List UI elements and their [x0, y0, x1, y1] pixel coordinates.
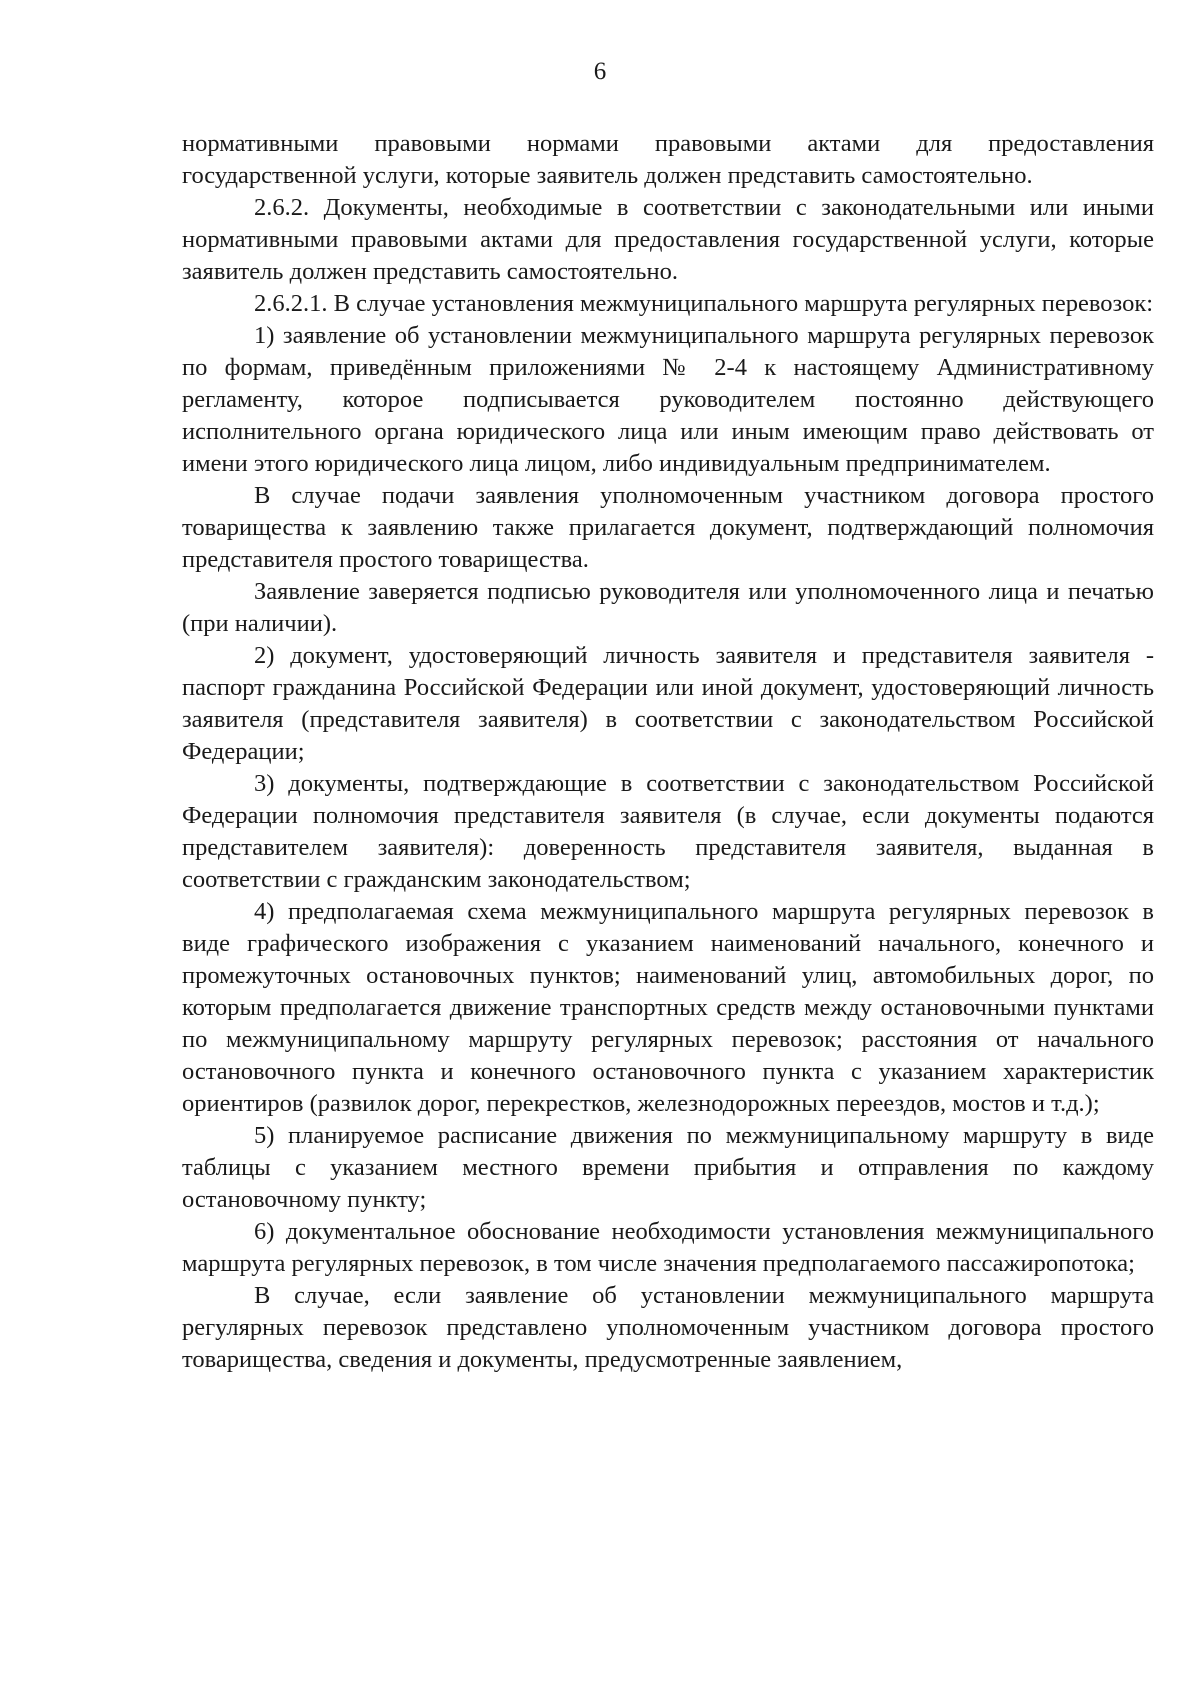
paragraph-partnership: В случае подачи заявления уполномоченным участником договора простого товарищества к заявлению также прилагается документ, подтверждающий полномочия представителя простого товарищества. — [182, 482, 1154, 573]
list-item-6: 6) документальное обоснование необходимости установления межмуниципального маршрута регулярных перевозок, в том числе значения предполагаемого пассажиропотока; — [182, 1218, 1154, 1277]
list-item-3: 3) документы, подтверждающие в соответствии с законодательством Российской Федерации полномочия представителя заявителя (в случае, если документы подаются представителем заявителя): доверенность представителя заявителя, выданная в соответствии с гражданским законодательством; — [182, 770, 1154, 893]
list-item-5: 5) планируемое расписание движения по межмуниципальному маршруту в виде таблицы с указанием местного времени прибытия и отправления по каждому остановочному пункту; — [182, 1122, 1154, 1213]
paragraph-signature: Заявление заверяется подписью руководителя или уполномоченного лица и печатью (при наличии). — [182, 578, 1154, 637]
list-item-4: 4) предполагаемая схема межмуниципального маршрута регулярных перевозок в виде графического изображения с указанием наименований начального, конечного и промежуточных остановочных пунктов; наименований улиц, автомобильных дорог, по которым предполагается движение транспортных средств между остановочными пунктами по межмуниципальному маршруту регулярных перевозок; расстояния от начального остановочного пункта и конечного остановочного пункта с указанием характеристик ориентиров (развилок дорог, перекрестков, железнодорожных переездов, мостов и т.д.); — [182, 898, 1154, 1117]
paragraph-continuation: нормативными правовыми нормами правовыми актами для предоставления государственной услуги, которые заявитель должен представить самостоятельно. — [182, 130, 1154, 189]
document-body — [182, 128, 1154, 1376]
paragraph-final: В случае, если заявление об установлении межмуниципального маршрута регулярных перевозок представлено уполномоченным участником договора простого товарищества, сведения и документы, предусмотренные заявлением, — [182, 1282, 1154, 1373]
list-item-1: 1) заявление об установлении межмуниципального маршрута регулярных перевозок по формам, приведённым приложениями № 2-4 к настоящему Административному регламенту, которое подписывается руководителем постоянно действующего исполнительного органа юридического лица или иным имеющим право действовать от имени этого юридического лица лицом, либо индивидуальным предпринимателем. — [182, 322, 1154, 477]
list-item-2: 2) документ, удостоверяющий личность заявителя и представителя заявителя - паспорт гражданина Российской Федерации или иной документ, удостоверяющий личность заявителя (представителя заявителя) в соответствии с законодательством Российской Федерации; — [182, 642, 1154, 765]
paragraph-2-6-2: 2.6.2. Документы, необходимые в соответствии с законодательными или иными нормативными правовыми актами для предоставления государственной услуги, которые заявитель должен представить самостоятельно. — [182, 194, 1154, 285]
paragraph-2-6-2-1: 2.6.2.1. В случае установления межмуниципального маршрута регулярных перевозок: — [254, 290, 1154, 317]
page-number: 6 — [593, 58, 607, 85]
